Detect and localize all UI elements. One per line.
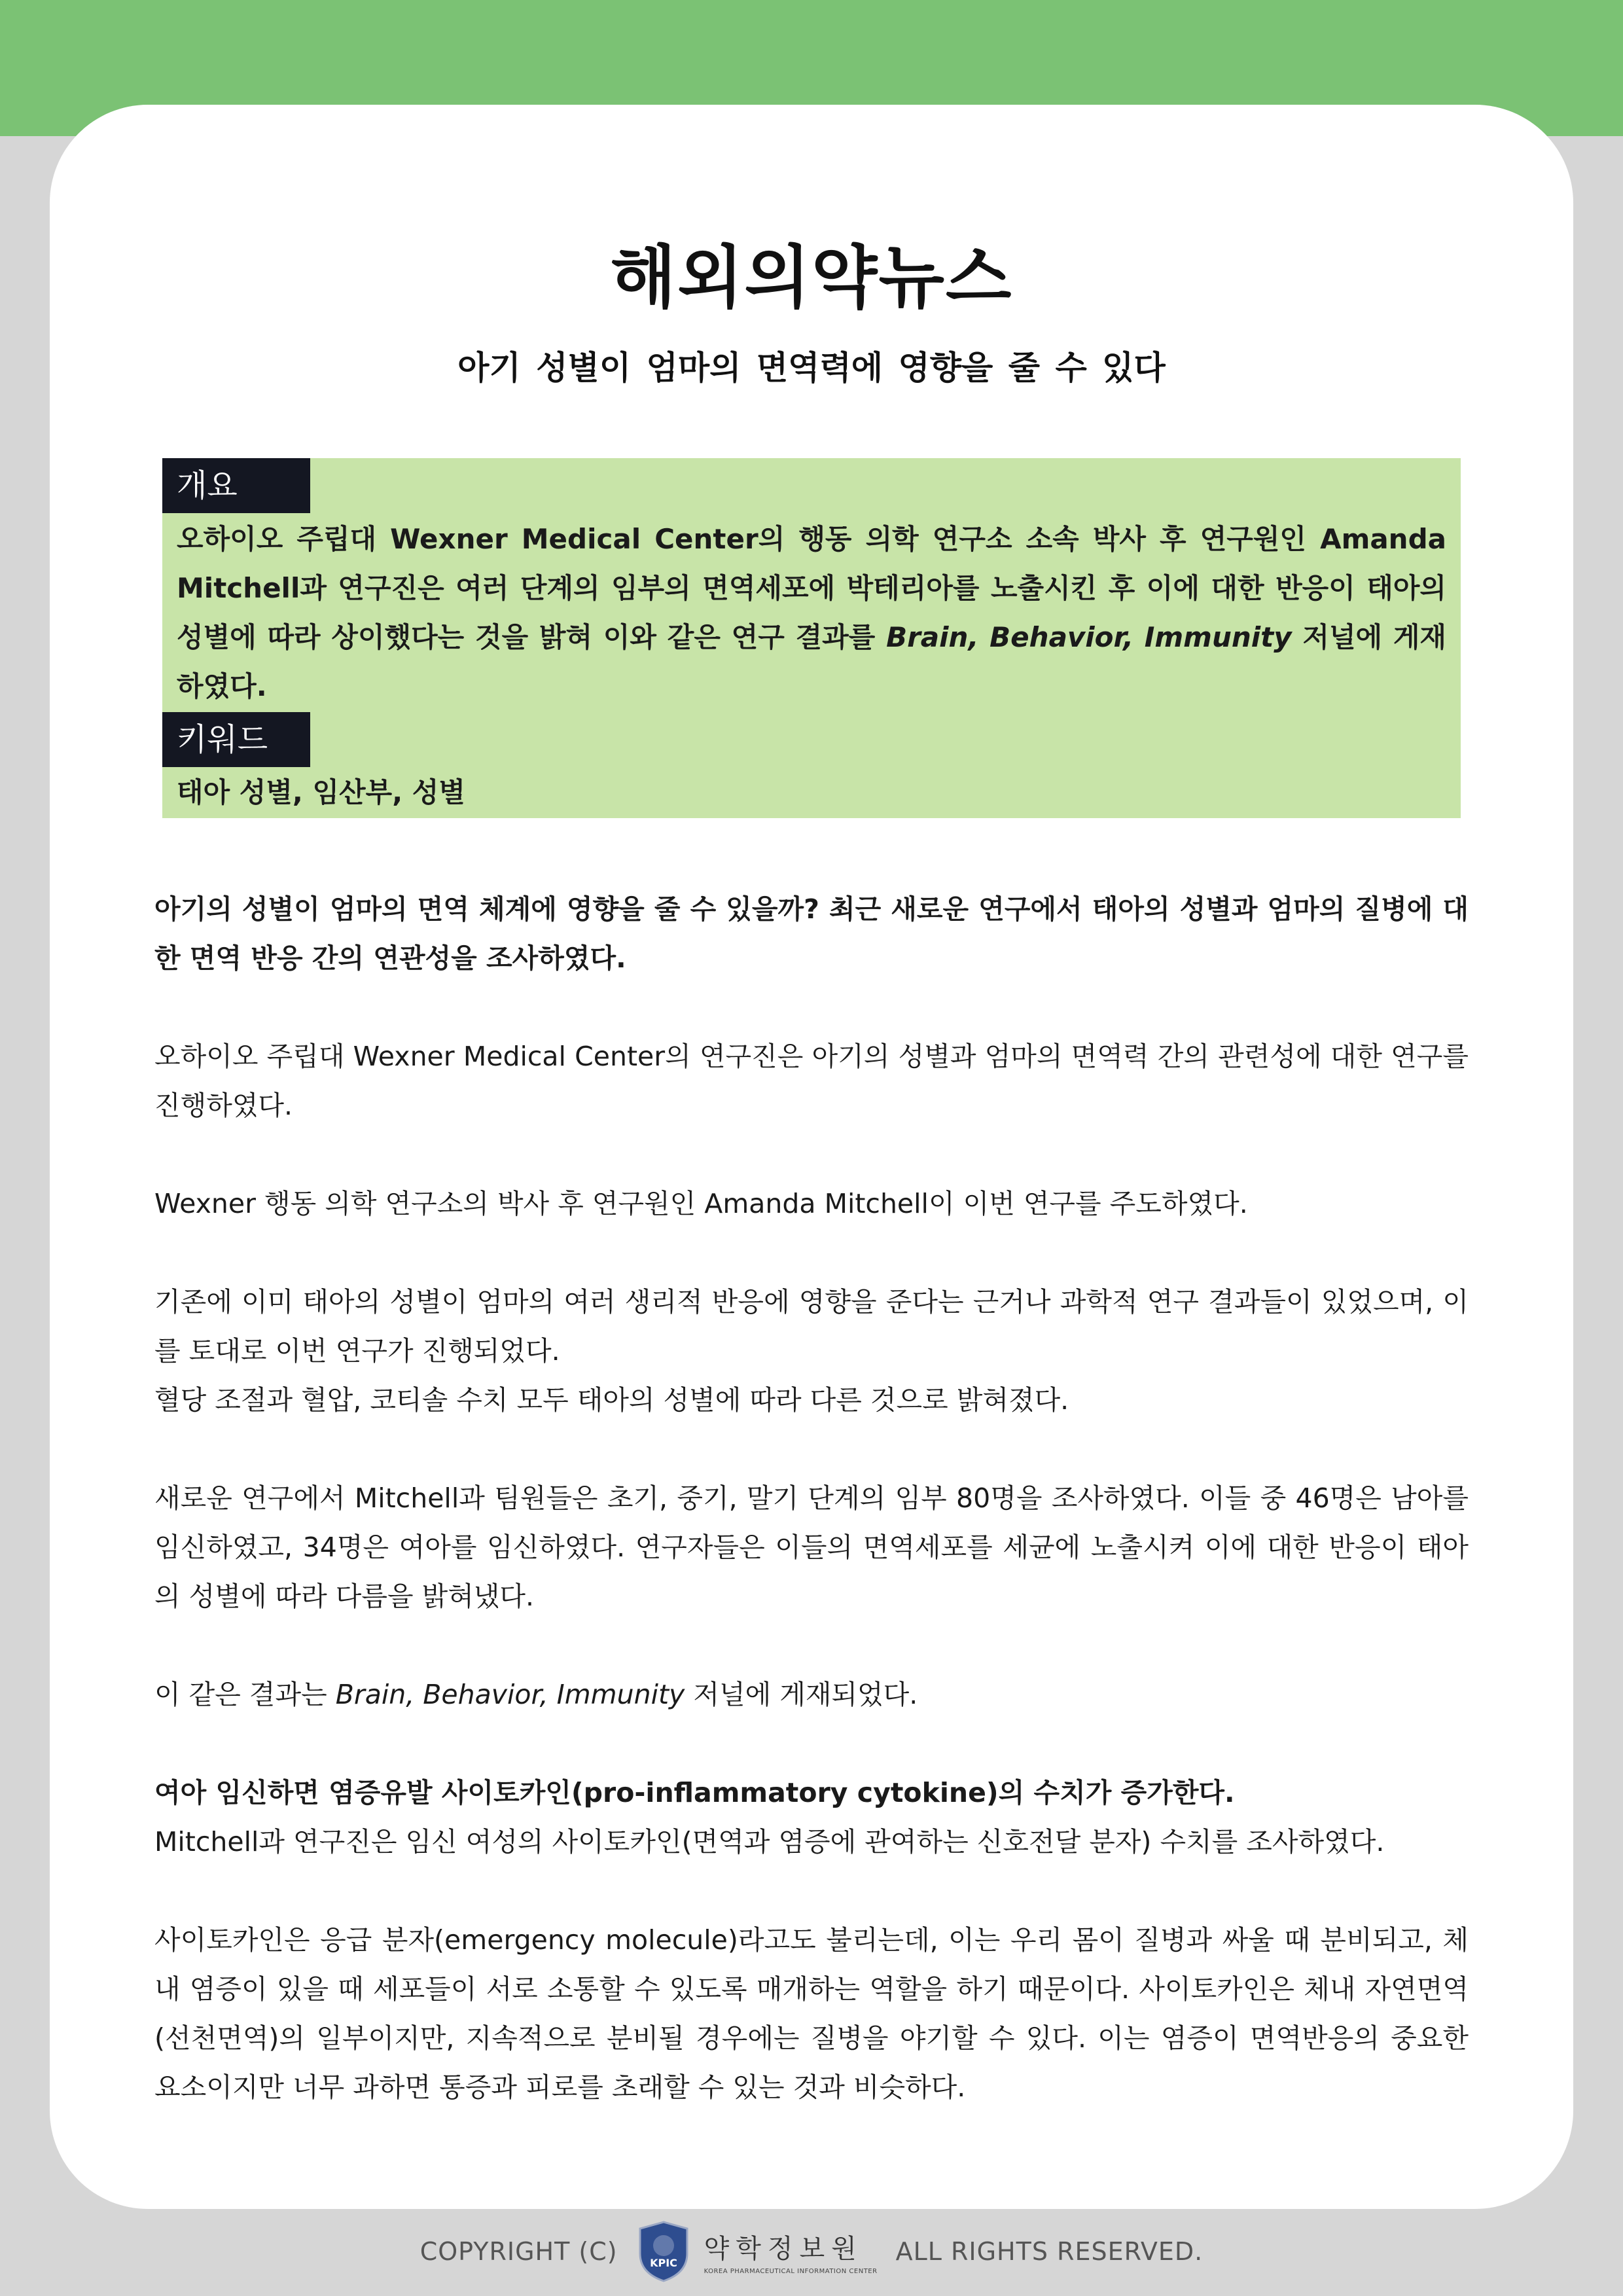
paragraph-6: Mitchell과 연구진은 임신 여성의 사이토카인(면역과 염증에 관여하는 신호전달 분자) 수치를 조사하였다. [154, 1826, 1385, 1857]
keyword-list: 태아 성별, 임산부, 성별 [177, 776, 465, 808]
paragraph-2: Wexner 행동 의학 연구소의 박사 후 연구원인 Amanda Mitchell이 이번 연구를 주도하였다. [154, 1188, 1248, 1219]
section-2 [154, 1768, 1469, 1867]
section-heading: 여아 임신하면 염증유발 사이토카인(pro-inflammatory cytokine)의 수치가 증가한다. [154, 1777, 1235, 1808]
overview-label: 개요 [162, 458, 310, 513]
overview-text: 오하이오 주립대 Wexner Medical Center의 행동 의학 연구소 소속 박사 후 연구원인 Amanda Mitchell과 연구진은 여러 단계의 임부의 면역세포에 박테리아를 노출시킨 후 이에 대한 반응이 태아의 성별에 따라 상이했다는 것을 밝혀 이와 같은 연구 결과를 Brain, Behavior, Immunity 저널에 게재하였다. [177, 523, 1447, 702]
paragraph-7: 사이토카인은 응급 분자(emergency molecule)라고도 불리는데, 이는 우리 몸이 질병과 싸울 때 분비되고, 체내 염증이 있을 때 세포들이 서로 소통할 수 있도록 매개하는 역할을 하기 때문이다. 사이토카인은 체내 자연면역(선천면역)의 일부이지만, 지속적으로 분비될 경우에는 질병을 야기할 수 있다. 이는 염증이 면역반응의 중요한 요소이지만 너무 과하면 통증과 피로를 초래할 수 있는 것과 비슷하다. [154, 1924, 1469, 2103]
lead-paragraph: 아기의 성별이 엄마의 면역 체계에 영향을 줄 수 있을까? 최근 새로운 연구에서 태아의 성별과 엄마의 질병에 대한 면역 반응 간의 연관성을 조사하였다. [154, 893, 1469, 974]
paragraph-5: 이 같은 결과는 Brain, Behavior, Immunity 저널에 게재되었다. [154, 1679, 918, 1710]
paragraph-1: 오하이오 주립대 Wexner Medical Center의 연구진은 아기의 성별과 엄마의 면역력 간의 관련성에 대한 연구를 진행하였다. [154, 1041, 1469, 1121]
footer [0, 2215, 1623, 2287]
paragraph-3: 기존에 이미 태아의 성별이 엄마의 여러 생리적 반응에 영향을 준다는 근거나 과학적 연구 결과들이 있었으며, 이를 토대로 이번 연구가 진행되었다. 혈당 조절과 혈압, 코티솔 수치 모두 태아의 성별에 따라 다른 것으로 밝혀졌다. [154, 1286, 1469, 1416]
document-sheet [50, 105, 1573, 2209]
journal-name: Brain, Behavior, Immunity [886, 621, 1292, 653]
page-title: 해외의약뉴스 [610, 238, 1013, 317]
keyword-label: 키워드 [162, 712, 310, 767]
logo-subtitle: KOREA PHARMACEUTICAL INFORMATION CENTER [704, 2268, 878, 2275]
logo-mark-text: KPIC [649, 2257, 677, 2269]
kpic-shield-icon [636, 2219, 691, 2284]
kpic-logo [636, 2219, 878, 2284]
logo-name: 약학정보원 [704, 2234, 863, 2264]
summary-box [162, 458, 1461, 818]
paragraph-4: 새로운 연구에서 Mitchell과 팀원들은 초기, 중기, 말기 단계의 임부 80명을 조사하였다. 이들 중 46명은 남아를 임신하였고, 34명은 여아를 임신하였다. 연구자들은 이들의 면역세포를 세균에 노출시켜 이에 대한 반응이 태아의 성별에 따라 다름을 밝혀냈다. [154, 1482, 1469, 1612]
copyright-text: COPYRIGHT (C) [419, 2237, 618, 2266]
journal-name: Brain, Behavior, Immunity [335, 1679, 685, 1710]
article-title: 아기 성별이 엄마의 면역력에 영향을 줄 수 있다 [457, 349, 1166, 387]
rights-text: ALL RIGHTS RESERVED. [895, 2237, 1204, 2266]
